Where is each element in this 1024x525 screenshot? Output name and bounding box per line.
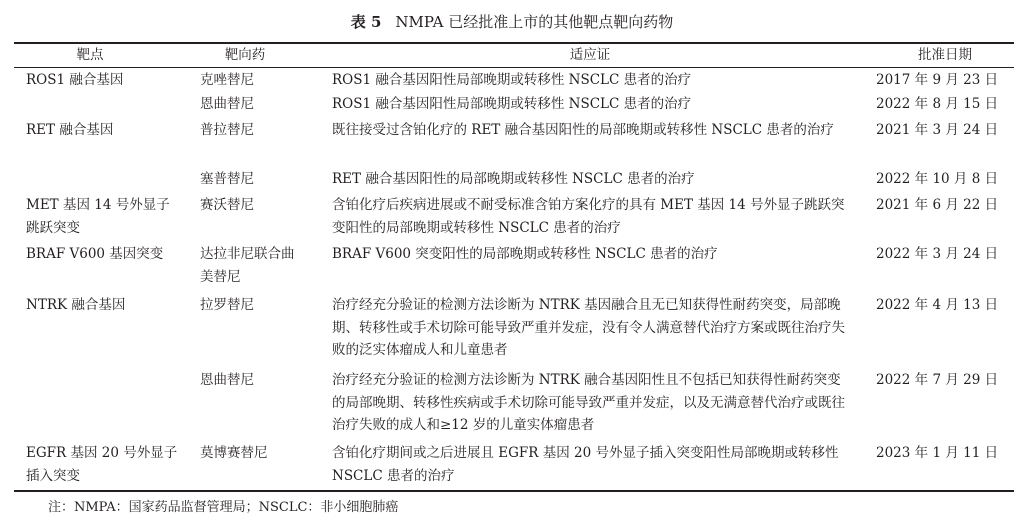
row-5-target: BRAF V600 基因突变 [26, 246, 164, 262]
row-2-indication: 既往接受过含铂化疗的 RET 融合基因阳性的局部晚期或转移性 NSCLC 患者的治疗 [332, 122, 834, 138]
header-target: 靶点 [76, 47, 104, 63]
table-footnote: 注：NMPA：国家药品监督管理局；NSCLC：非小细胞肺癌 [48, 500, 399, 515]
row-0-target: ROS1 融合基因 [26, 72, 124, 88]
header-date: 批准日期 [918, 47, 972, 63]
row-5-date: 2022 年 3 月 24 日 [876, 246, 999, 262]
table-number: 表 5 [350, 13, 382, 31]
row-3-drug: 塞普替尼 [200, 171, 254, 187]
row-6-date: 2022 年 4 月 13 日 [876, 297, 999, 313]
row-1-drug: 恩曲替尼 [200, 96, 254, 112]
row-8-target: EGFR 基因 20 号外显子插入突变 [26, 445, 178, 484]
row-4-target: MET 基因 14 号外显子跳跃突变 [26, 197, 170, 236]
row-6-indication: 治疗经充分验证的检测方法诊断为 NTRK 基因融合且无已知获得性耐药突变，局部晚期、转移性或手术切除可能导致严重并发症，没有令人满意替代治疗方案或既往治疗失败的泛实体瘤成人和儿童患者 [332, 297, 845, 358]
row-5-indication: BRAF V600 突变阳性的局部晚期或转移性 NSCLC 患者的治疗 [332, 246, 718, 262]
table-title: NMPA 已经批准上市的其他靶点靶向药物 [395, 13, 674, 31]
row-6-drug: 拉罗替尼 [200, 297, 254, 313]
row-0-indication: ROS1 融合基因阳性局部晚期或转移性 NSCLC 患者的治疗 [332, 72, 692, 88]
row-7-date: 2022 年 7 月 29 日 [876, 372, 999, 388]
header-rule [14, 67, 1014, 68]
row-0-date: 2017 年 9 月 23 日 [876, 72, 999, 88]
row-8-date: 2023 年 1 月 11 日 [876, 445, 999, 461]
row-2-drug: 普拉替尼 [200, 122, 254, 138]
row-2-target: RET 融合基因 [26, 122, 114, 138]
row-4-indication: 含铂化疗后疾病进展或不耐受标准含铂方案化疗的具有 MET 基因 14 号外显子跳跃突变阳性的局部晚期或转移性 NSCLC 患者的治疗 [332, 197, 845, 236]
row-3-indication: RET 融合基因阳性的局部晚期或转移性 NSCLC 患者的治疗 [332, 171, 695, 187]
row-1-indication: ROS1 融合基因阳性局部晚期或转移性 NSCLC 患者的治疗 [332, 96, 692, 112]
row-0-drug: 克唑替尼 [200, 72, 254, 88]
bottom-rule [14, 490, 1014, 492]
row-3-date: 2022 年 10 月 8 日 [876, 171, 999, 187]
row-7-drug: 恩曲替尼 [200, 372, 254, 388]
row-2-date: 2021 年 3 月 24 日 [876, 122, 999, 138]
table-caption [0, 10, 1024, 34]
row-4-drug: 赛沃替尼 [200, 197, 254, 213]
row-8-indication: 含铂化疗期间或之后进展且 EGFR 基因 20 号外显子插入突变阳性局部晚期或转移性 NSCLC 患者的治疗 [332, 445, 839, 484]
row-7-indication: 治疗经充分验证的检测方法诊断为 NTRK 融合基因阳性且不包括已知获得性耐药突变的局部晚期、转移性疾病或手术切除可能导致严重并发症，以及无满意替代治疗或既往治疗失败的成人和≥12 岁的儿童实体瘤患者 [332, 372, 845, 433]
row-1-date: 2022 年 8 月 15 日 [876, 96, 999, 112]
row-8-drug: 莫博赛替尼 [200, 445, 268, 461]
header-indication: 适应证 [569, 47, 611, 63]
row-4-date: 2021 年 6 月 22 日 [876, 197, 999, 213]
row-5-drug: 达拉非尼联合曲美替尼 [200, 246, 295, 285]
header-drug: 靶向药 [224, 47, 266, 63]
row-6-target: NTRK 融合基因 [26, 297, 126, 313]
